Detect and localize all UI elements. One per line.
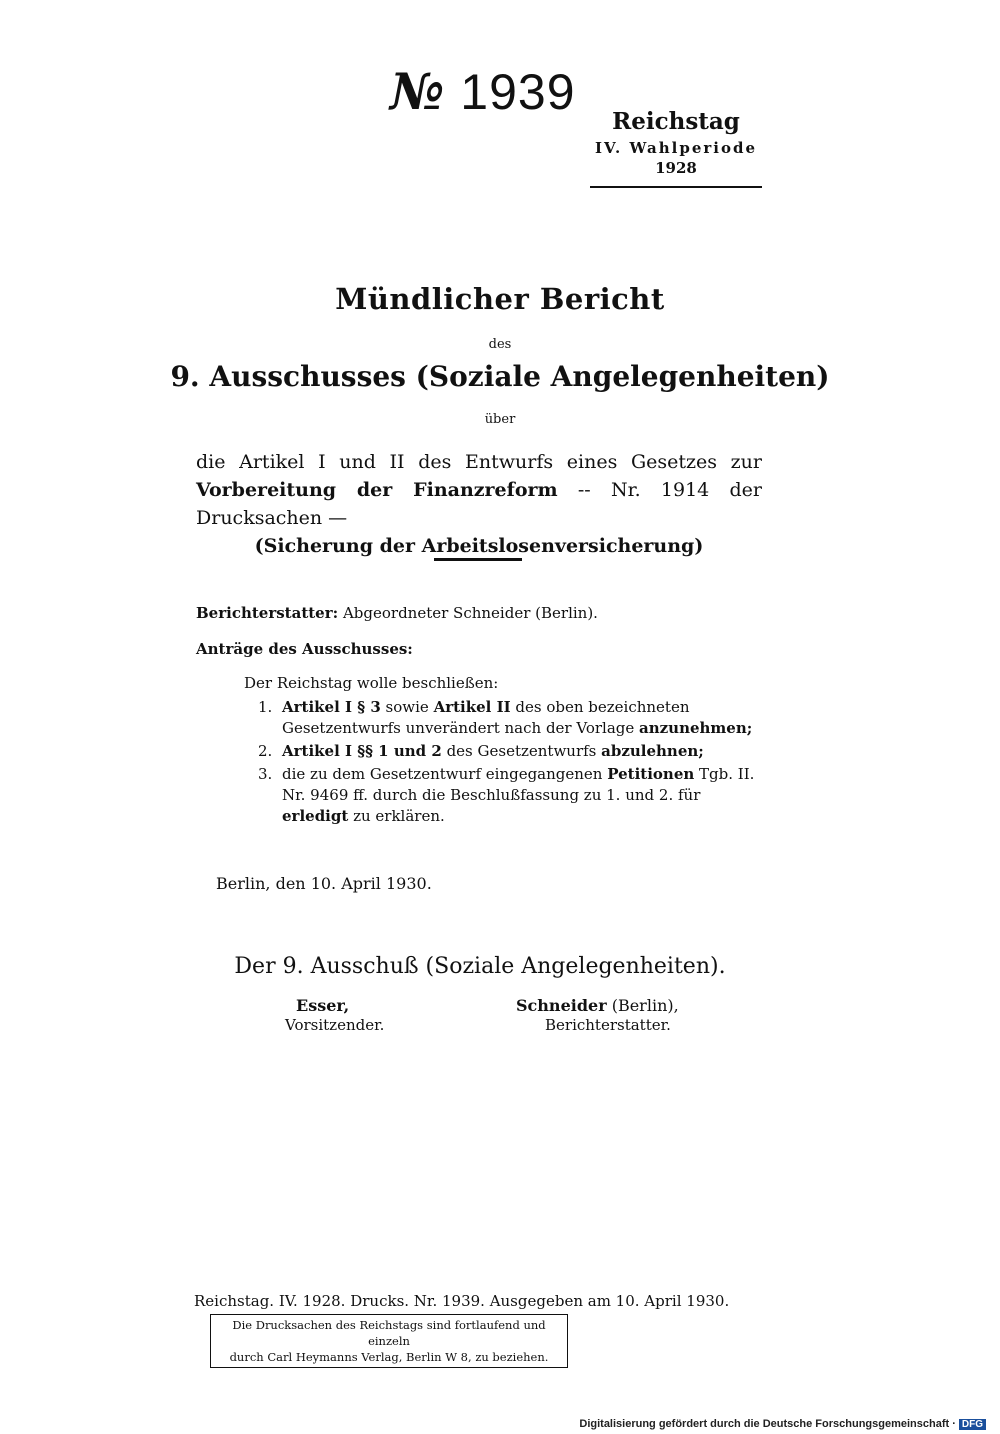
desc-bold: Vorbereitung der Finanzreform [196, 479, 558, 501]
signatory-reporter-surname: Schneider [516, 996, 607, 1015]
reichstag-rule [590, 186, 762, 188]
document-number [390, 62, 576, 121]
committee-title: 9. Ausschusses (Soziale Angelegenheiten) [170, 360, 830, 393]
dfg-logo: DFG [959, 1419, 986, 1430]
desc-line3: (Sicherung der Arbeitslosenversicherung) [254, 535, 704, 557]
item-number: 1. [258, 698, 273, 716]
item-text: die zu dem Gesetzentwurf eingegangenen [282, 765, 608, 783]
reporter-value: Abgeordneter Schneider (Berlin). [342, 604, 598, 622]
publisher-note-box [210, 1314, 568, 1368]
report-title: Mündlicher Bericht [335, 282, 665, 316]
number-value: 1939 [460, 64, 576, 120]
item-number: 2. [258, 742, 273, 760]
list-item [258, 764, 758, 827]
digitization-credit [579, 1418, 986, 1430]
motions-heading: Anträge des Ausschusses: [196, 640, 413, 658]
item-bold: Artikel I § 3 [282, 698, 381, 716]
item-bold: Artikel II [433, 698, 511, 716]
credit-text: Digitalisierung gefördert durch die Deutsche Forschungsgemeinschaft · [579, 1418, 956, 1430]
number-symbol: № [390, 62, 446, 121]
item-bold: Petitionen [607, 765, 695, 783]
item-bold: Artikel I §§ 1 und 2 [282, 742, 442, 760]
committee-signature: Der 9. Ausschuß (Soziale Angelegenheiten). [234, 954, 726, 979]
item-text: des oben bezeichneten Gesetzentwurfs unverändert nach der Vorlage [282, 698, 690, 737]
motion-list [258, 697, 758, 829]
item-text: zu erklären. [348, 807, 445, 825]
item-text: des Gesetzentwurfs [441, 742, 602, 760]
desc-part1: die Artikel I und II des Entwurfs eines Gesetzes zur [196, 451, 762, 473]
publisher-note-line2: durch Carl Heymanns Verlag, Berlin W 8, zu beziehen. [229, 1350, 549, 1364]
reichstag-box [590, 108, 762, 177]
resolution-intro: Der Reichstag wolle beschließen: [244, 674, 499, 692]
publisher-note-line1: Die Drucksachen des Reichstags sind fortlaufend und einzeln [232, 1318, 546, 1348]
item-bold: anzunehmen; [639, 719, 753, 737]
divider [434, 558, 522, 561]
reporter-label: Berichterstatter: [196, 604, 339, 622]
desc-part2: -- Nr. 1914 der Drucksachen — [196, 479, 762, 529]
signatory-reporter-role: Berichterstatter. [545, 1016, 671, 1034]
subject-description [196, 448, 762, 560]
signatory-reporter-name [516, 996, 679, 1015]
signatory-chair-name: Esser, [296, 996, 350, 1015]
item-bold: abzulehnen; [601, 742, 704, 760]
reichstag-title: Reichstag [612, 108, 740, 135]
list-item [258, 741, 758, 762]
date-line: Berlin, den 10. April 1930. [216, 874, 432, 893]
reporter-line [196, 604, 598, 622]
reichstag-year: 1928 [655, 159, 697, 177]
signatory-reporter-suffix: (Berlin), [606, 996, 679, 1015]
item-text: Tgb. II. Nr. 9469 ff. durch die Beschlußfassung zu 1. und 2. für [282, 765, 755, 804]
item-text: sowie [380, 698, 434, 716]
item-bold: erledigt [282, 807, 349, 825]
signatory-chair-role: Vorsitzender. [285, 1016, 385, 1034]
reichstag-period: IV. Wahlperiode [594, 139, 757, 157]
publication-footer: Reichstag. IV. 1928. Drucks. Nr. 1939. Ausgegeben am 10. April 1930. [194, 1292, 730, 1310]
title-des: des [488, 337, 512, 352]
item-number: 3. [258, 765, 273, 783]
list-item [258, 697, 758, 739]
title-uber: über [484, 412, 516, 427]
